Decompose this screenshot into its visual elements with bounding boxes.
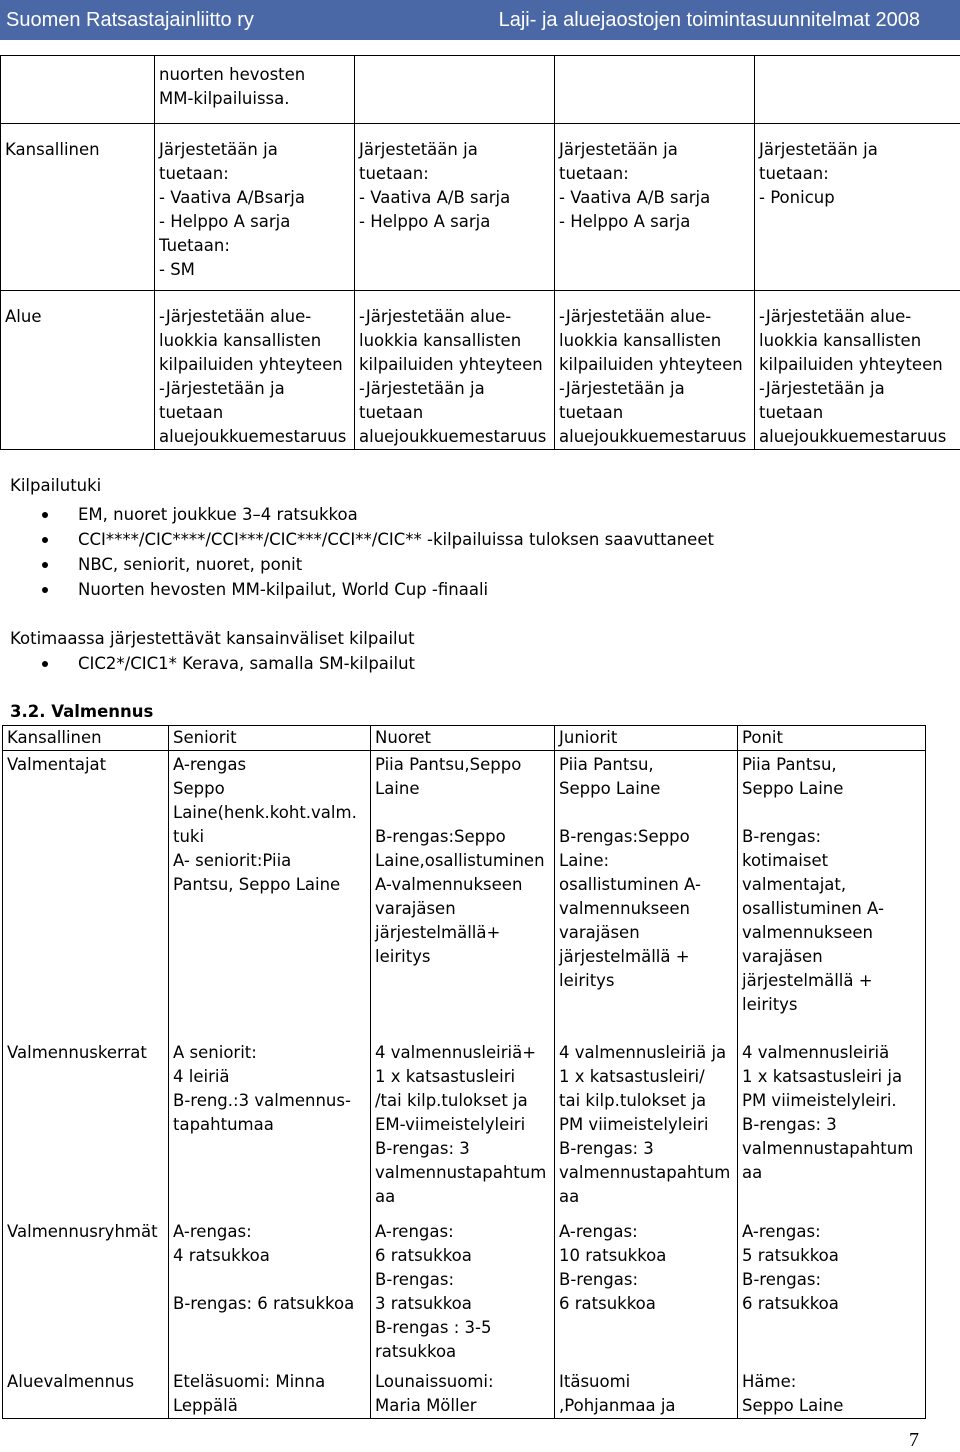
table-row	[3, 1017, 926, 1209]
table-row-label: Alue	[1, 291, 155, 450]
table-cell: A-rengas: 6 ratsukkoa B-rengas: 3 ratsukkoa B-rengas : 3-5 ratsukkoa	[371, 1209, 555, 1364]
table-cell: nuorten hevosten MM-kilpailuissa.	[155, 56, 355, 124]
table-cell: Piia Pantsu, Seppo Laine B-rengas:Seppo Laine: osallistuminen A- valmennukseen varajäsen järjestelmällä + leiritys	[555, 751, 738, 1018]
bullet-icon	[42, 562, 48, 568]
table-header-row	[3, 726, 926, 751]
kotimaassa-title: Kotimaassa järjestettävät kansainväliset kilpailut	[10, 627, 415, 651]
table-cell: A-rengas Seppo Laine(henk.koht.valm. tuki A- seniorit:Piia Pantsu, Seppo Laine	[169, 751, 371, 1018]
kotimaassa-list	[38, 652, 415, 677]
column-header: Kansallinen	[3, 726, 169, 751]
table-row	[3, 1209, 926, 1364]
column-header: Juniorit	[555, 726, 738, 751]
list-item-text: EM, nuoret joukkue 3–4 ratsukkoa	[78, 505, 358, 524]
table-cell: Lounaissuomi: Maria Möller	[371, 1364, 555, 1419]
table-cell: Järjestetään ja tuetaan: - Vaativa A/B sarja - Helppo A sarja	[355, 124, 555, 291]
table-cell: Järjestetään ja tuetaan: - Ponicup	[755, 124, 960, 291]
table-cell: A-rengas: 5 ratsukkoa B-rengas: 6 ratsukkoa	[738, 1209, 926, 1364]
table-cell: Itäsuomi ,Pohjanmaa ja	[555, 1364, 738, 1419]
table-row	[3, 1364, 926, 1419]
bullet-icon	[42, 537, 48, 543]
table-cell: Järjestetään ja tuetaan: - Vaativa A/Bsarja - Helppo A sarja Tuetaan: - SM	[155, 124, 355, 291]
header-document-title: Laji- ja aluejaostojen toimintasuunnitelmat 2008	[499, 0, 920, 40]
table-cell: 4 valmennusleiriä ja 1 x katsastusleiri/ tai kilp.tulokset ja PM viimeistelyleiri B-rengas: 3 valmennustapahtum aa	[555, 1017, 738, 1209]
list-item-text: Nuorten hevosten MM-kilpailut, World Cup -finaali	[78, 580, 488, 599]
table-row-label: Kansallinen	[1, 124, 155, 291]
table-cell: Eteläsuomi: Minna Leppälä	[169, 1364, 371, 1419]
list-item-text: NBC, seniorit, nuoret, ponit	[78, 555, 302, 574]
list-item	[38, 503, 714, 528]
list-item	[38, 528, 714, 553]
bullet-icon	[42, 512, 48, 518]
table-cell: Häme: Seppo Laine	[738, 1364, 926, 1419]
table-row	[1, 56, 960, 124]
list-item-text: CCI****/CIC****/CCI***/CIC***/CCI**/CIC** -kilpailuissa tuloksen saavuttaneet	[78, 530, 714, 549]
table-cell: A-rengas: 10 ratsukkoa B-rengas: 6 ratsukkoa	[555, 1209, 738, 1364]
table-row-label: Valmennusryhmät	[3, 1209, 169, 1364]
column-header: Seniorit	[169, 726, 371, 751]
list-item	[38, 652, 415, 677]
table-cell: 4 valmennusleiriä+ 1 x katsastusleiri /tai kilp.tulokset ja EM-viimeistelyleiri B-rengas: 3 valmennustapahtum aa	[371, 1017, 555, 1209]
table-cell: Piia Pantsu,Seppo Laine B-rengas:Seppo Laine,osallistuminen A-valmennukseen varajäsen järjestelmällä+ leiritys	[371, 751, 555, 1018]
kilpailutuki-title: Kilpailutuki	[10, 474, 101, 498]
table-cell: 4 valmennusleiriä 1 x katsastusleiri ja PM viimeistelyleiri. B-rengas: 3 valmennustapahtum aa	[738, 1017, 926, 1209]
table-cell: Piia Pantsu, Seppo Laine B-rengas: kotimaiset valmentajat, osallistuminen A- valmennukseen varajäsen järjestelmällä + leiritys	[738, 751, 926, 1018]
list-item	[38, 553, 714, 578]
table-cell: A-rengas: 4 ratsukkoa B-rengas: 6 ratsukkoa	[169, 1209, 371, 1364]
table-cell: A seniorit: 4 leiriä B-reng.:3 valmennus- tapahtumaa	[169, 1017, 371, 1209]
list-item	[38, 578, 714, 603]
table-cell: -Järjestetään alue- luokkia kansallisten kilpailuiden yhteyteen -Järjestetään ja tuetaan aluejoukkuemestaruus	[755, 291, 960, 450]
table-cell	[355, 56, 555, 124]
table-cell: -Järjestetään alue- luokkia kansallisten kilpailuiden yhteyteen -Järjestetään ja tuetaan aluejoukkuemestaruus	[155, 291, 355, 450]
section-heading: 3.2. Valmennus	[10, 700, 153, 724]
table-row-label: Valmennuskerrat	[3, 1017, 169, 1209]
bullet-icon	[42, 661, 48, 667]
table-cell: Järjestetään ja tuetaan: - Vaativa A/B sarja - Helppo A sarja	[555, 124, 755, 291]
bullet-icon	[42, 587, 48, 593]
table-row-label: Aluevalmennus	[3, 1364, 169, 1419]
column-header: Ponit	[738, 726, 926, 751]
coaching-table	[2, 725, 926, 1419]
table-cell	[755, 56, 960, 124]
table-row	[1, 124, 960, 291]
page-number: 7	[909, 1428, 919, 1452]
header-organization: Suomen Ratsastajainliitto ry	[6, 0, 254, 40]
table-cell: -Järjestetään alue- luokkia kansallisten kilpailuiden yhteyteen -Järjestetään ja tuetaan aluejoukkuemestaruus	[355, 291, 555, 450]
table-row	[3, 751, 926, 1018]
table-cell: -Järjestetään alue- luokkia kansallisten kilpailuiden yhteyteen -Järjestetään ja tuetaan aluejoukkuemestaruus	[555, 291, 755, 450]
list-item-text: CIC2*/CIC1* Kerava, samalla SM-kilpailut	[78, 654, 415, 673]
table-cell	[1, 56, 155, 124]
table-row	[1, 291, 960, 450]
table-row-label: Valmentajat	[3, 751, 169, 1018]
page-header	[0, 0, 960, 40]
kilpailutuki-list	[38, 503, 714, 603]
competition-table	[0, 55, 960, 450]
column-header: Nuoret	[371, 726, 555, 751]
table-cell	[555, 56, 755, 124]
